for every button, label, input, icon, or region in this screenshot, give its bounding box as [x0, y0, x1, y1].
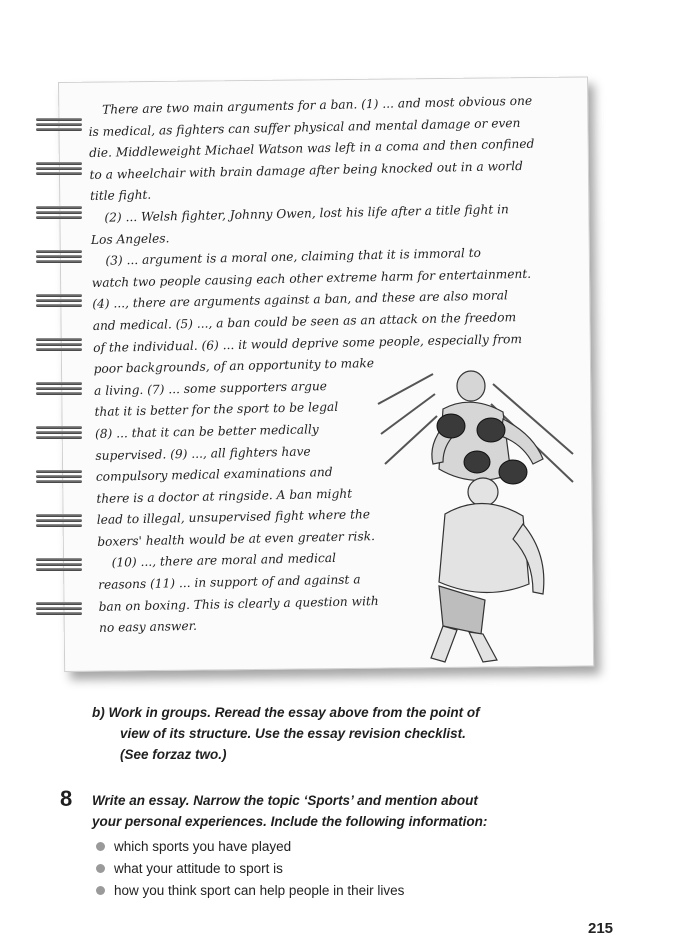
essay-line: to a wheelchair with brain damage after being knocked out in a world — [89, 158, 523, 182]
essay-line: compulsory medical examinations and — [95, 465, 333, 485]
list-item-text: what your attitude to sport is — [114, 861, 283, 876]
essay-line: is medical, as fighters can suffer physical and mental damage or even — [88, 115, 521, 139]
task8-instructions — [92, 790, 592, 832]
task-number: 8 — [60, 786, 73, 811]
task-b-line: b) Work in groups. Reread the essay above from the point of — [92, 705, 480, 720]
essay-line: (3) ... argument is a moral one, claiming that it is immoral to — [105, 245, 482, 268]
spiral-ring — [36, 338, 84, 352]
boxer-front — [431, 478, 544, 662]
essay-line: watch two people causing each other extreme harm for entertainment. — [91, 266, 532, 290]
spiral-ring — [36, 294, 84, 308]
essay-line: There are two main arguments for a ban. (1) ... and most obvious one — [102, 93, 533, 117]
spiral-ring — [36, 470, 84, 484]
boxers-illustration — [373, 364, 578, 664]
essay-line: supervised. (9) ..., all fighters have — [95, 443, 311, 463]
essay-line: and medical. (5) ..., a ban could be seen as an attack on the freedom — [92, 310, 517, 333]
page-number: 215 — [588, 920, 614, 937]
spiral-ring — [36, 426, 84, 440]
bullet-list — [96, 836, 576, 902]
spiral-ring — [36, 514, 84, 528]
essay-line: of the individual. (6) ... it would deprive some people, especially from — [93, 331, 523, 355]
essay-line: there is a doctor at ringside. A ban might — [96, 486, 353, 506]
essay-line: poor backgrounds, of an opportunity to make — [93, 356, 375, 377]
spiral-ring — [36, 162, 84, 176]
essay-line: ban on boxing. This is clearly a question with — [98, 593, 379, 614]
spiral-ring — [36, 558, 84, 572]
list-item — [96, 836, 576, 858]
list-item — [96, 858, 576, 880]
spiral-ring — [36, 382, 84, 396]
spiral-ring — [36, 118, 84, 132]
essay-line: that it is better for the sport to be legal — [94, 400, 339, 420]
spiral-ring — [36, 602, 84, 616]
essay-line: boxers' health would be at even greater risk. — [97, 528, 376, 549]
list-item — [96, 880, 576, 902]
bullet-icon — [96, 864, 105, 873]
essay-line: no easy answer. — [98, 619, 198, 636]
task-b-instructions — [92, 702, 592, 765]
essay-line: (8) ... that it can be better medically — [94, 422, 319, 441]
task-b-line: (See forzaz two.) — [120, 747, 227, 762]
spiral-ring — [36, 250, 84, 264]
spiral-ring — [36, 206, 84, 220]
task8-line: your personal experiences. Include the following information: — [92, 814, 488, 829]
notebook-page — [58, 82, 588, 672]
essay-line: die. Middleweight Michael Watson was left in a coma and then confined — [88, 136, 535, 161]
list-item-text: how you think sport can help people in their lives — [114, 883, 405, 898]
essay-line: (10) ..., there are moral and medical — [111, 551, 337, 571]
essay-line: title fight. — [89, 188, 152, 204]
essay-line: reasons (11) ... in support of and against a — [98, 572, 361, 592]
essay-line: (4) ..., there are arguments against a ban, and these are also moral — [92, 288, 508, 312]
bullet-icon — [96, 886, 105, 895]
task-b-line: view of its structure. Use the essay revision checklist. — [120, 726, 466, 741]
task8-line: Write an essay. Narrow the topic ‘Sports’ and mention about — [92, 793, 478, 808]
essay-line: a living. (7) ... some supporters argue — [93, 378, 328, 398]
essay-line: Los Angeles. — [90, 230, 170, 247]
bullet-icon — [96, 842, 105, 851]
essay-line: (2) ... Welsh fighter, Johnny Owen, lost his life after a title fight in — [104, 202, 509, 225]
essay-line: lead to illegal, unsupervised fight where the — [96, 507, 371, 528]
list-item-text: which sports you have played — [114, 839, 292, 854]
